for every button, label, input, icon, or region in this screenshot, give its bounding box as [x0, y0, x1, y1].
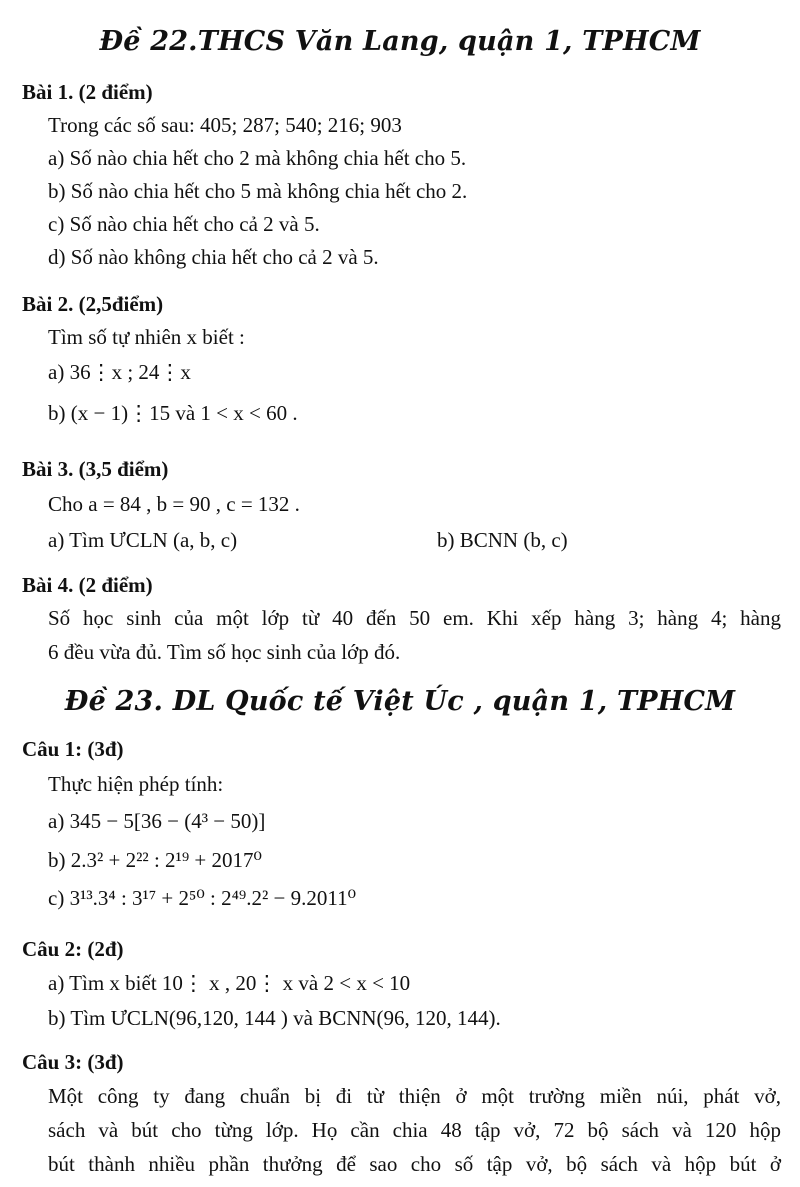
bai3-item-b: b) BCNN (b, c) [437, 528, 568, 552]
bai4-line-1: Số học sinh của một lớp từ 40 đến 50 em. Khi xếp hàng 3; hàng 4; hàng [48, 606, 781, 630]
bai2-item-b: b) (x − 1)⋮15 và 1 < x < 60 . [48, 401, 298, 425]
bai1-item-b: b) Số nào chia hết cho 5 mà không chia hết cho 2. [48, 179, 468, 203]
bai4-line-2: 6 đều vừa đủ. Tìm số học sinh của lớp đó. [48, 640, 401, 664]
bai1-item-d: d) Số nào không chia hết cho cả 2 và 5. [48, 245, 379, 269]
cau2-item-b: b) Tìm ƯCLN(96,120, 144 ) và BCNN(96, 120, 144). [48, 1006, 501, 1030]
bai3-intro: Cho a = 84 , b = 90 , c = 132 . [48, 492, 300, 516]
cau3-heading: Câu 3: (3đ) [22, 1050, 124, 1074]
bai3-item-a: a) Tìm ƯCLN (a, b, c) [48, 528, 238, 552]
cau1-item-b: b) 2.3² + 2²² : 2¹⁹ + 2017⁰ [48, 848, 262, 872]
bai2-item-a: a) 36⋮x ; 24⋮x [48, 360, 191, 384]
exam-title-22: Đề 22.THCS Văn Lang, quận 1, TPHCM [99, 26, 701, 57]
cau1-item-a: a) 345 − 5[36 − (4³ − 50)] [48, 809, 266, 833]
cau3-line-3: bút thành nhiều phần thưởng để sao cho số tập vở, bộ sách và hộp bút ở [48, 1152, 781, 1176]
exam-title-23: Đề 23. DL Quốc tế Việt Úc , quận 1, TPHCM [64, 686, 736, 717]
cau1-intro: Thực hiện phép tính: [48, 772, 224, 796]
bai1-item-c: c) Số nào chia hết cho cả 2 và 5. [48, 212, 320, 236]
cau3-line-2: sách và bút cho từng lớp. Họ cần chia 48 tập vở, 72 bộ sách và 120 hộp [48, 1118, 781, 1142]
cau1-item-c: c) 3¹³.3⁴ : 3¹⁷ + 2⁵⁰ : 2⁴⁹.2² − 9.2011⁰ [48, 886, 357, 910]
cau2-item-a: a) Tìm x biết 10⋮ x , 20⋮ x và 2 < x < 10 [48, 971, 411, 995]
cau3-line-1: Một công ty đang chuẩn bị đi từ thiện ở một trường miền núi, phát vở, [48, 1084, 781, 1108]
bai1-intro: Trong các số sau: 405; 287; 540; 216; 903 [48, 113, 402, 137]
cau1-heading: Câu 1: (3đ) [22, 737, 124, 761]
cau2-heading: Câu 2: (2đ) [22, 937, 124, 961]
bai4-heading: Bài 4. (2 điểm) [22, 573, 153, 597]
bai3-heading: Bài 3. (3,5 điểm) [22, 457, 169, 481]
bai1-heading: Bài 1. (2 điểm) [22, 80, 153, 104]
bai2-intro: Tìm số tự nhiên x biết : [48, 325, 245, 349]
bai2-heading: Bài 2. (2,5điểm) [22, 292, 164, 316]
bai1-item-a: a) Số nào chia hết cho 2 mà không chia hết cho 5. [48, 146, 467, 170]
